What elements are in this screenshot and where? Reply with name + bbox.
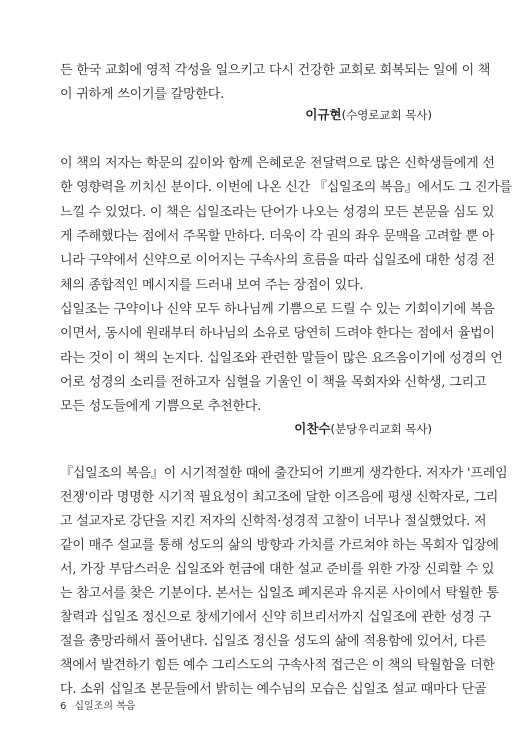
page-footer (60, 697, 136, 712)
text-line: 다. 소위 십일조 본문들에서 밝히는 예수님의 모습은 십일조 설교 때마다 단골 (60, 682, 487, 697)
text-line: 전쟁'이라 명명한 시기적 필요성이 최고조에 달한 이즈음에 평생 신학자로, 그리 (60, 490, 499, 505)
text-line: 는 참고서를 찾은 기분이다. 본서는 십일조 폐지론과 유지론 사이에서 탁월한 통 (60, 586, 499, 601)
endorser-name: 이찬수 (294, 421, 331, 436)
endorser-name: 이규현 (305, 107, 342, 122)
text-line: 한 영향력을 끼치신 분이다. 이번에 나온 신간 『십일조의 복음』에서도 그 진가를 (60, 180, 512, 195)
text-line: 게 주해했다는 점에서 주목할 만하다. 더욱이 각 권의 좌우 문맥을 고려할 뿐 아 (60, 229, 495, 244)
page-number: 6 (60, 701, 67, 712)
text-line: 절을 총망라해서 풀어낸다. 십일조 정신을 성도의 삶에 적용함에 있어서, 다른 (60, 634, 487, 649)
text-line: 느낄 수 있었다. 이 책은 십일조라는 단어가 나오는 성경의 모든 본문을 심도 있 (60, 205, 495, 220)
text-line: 체의 종합적인 메시지를 드러내 보여 주는 장점이 있다. (60, 278, 364, 293)
text-line: 서, 가장 부담스러운 십일조와 헌금에 대한 설교 준비를 위한 가장 신뢰할 수 있 (60, 562, 495, 577)
endorser-signature (294, 420, 432, 438)
text-line: 『십일조의 복음』이 시기적절한 때에 출간되어 기쁘게 생각한다. 저자가 '프레임 (60, 466, 508, 481)
text-line: 이 책의 저자는 학문의 깊이와 함께 은혜로운 전달력으로 많은 신학생들에게 선 (60, 156, 495, 171)
text-line: 니라 구약에서 신약으로 이어지는 구속사의 흐름을 따라 십일조에 대한 성경 전 (60, 253, 495, 268)
text-line: 같이 매주 설교를 통해 성도의 삶의 방향과 가치를 가르쳐야 하는 목회자 입장에 (60, 538, 499, 553)
text-line: 고 설교자로 강단을 지킨 저자의 신학적·성경적 고찰이 너무나 절실했었다. 저 (60, 514, 487, 529)
endorser-role: (분당우리교회 목사) (330, 422, 432, 436)
text-line: 든 한국 교회에 영적 각성을 일으키고 다시 건강한 교회로 회복되는 일에 이 책 (60, 63, 491, 78)
endorser-signature (305, 106, 432, 124)
text-line: 책에서 발견하기 힘든 예수 그리스도의 구속사적 접근은 이 책의 탁월함을 더한 (60, 658, 495, 673)
text-line: 어로 성경의 소리를 전하고자 심혈을 기울인 이 책을 목회자와 신학생, 그리고 (60, 375, 487, 390)
text-line: 이 귀하게 쓰이기를 갈망한다. (60, 87, 225, 102)
text-line: 라는 것이 이 책의 논지다. 십일조와 관련한 말들이 많은 요즈음이기에 성경의 언 (60, 351, 503, 366)
running-title: 십일조의 복음 (74, 701, 136, 712)
text-line: 십일조는 구약이나 신약 모두 하나님께 기쁨으로 드릴 수 있는 기회이기에 복음 (60, 302, 495, 317)
text-line: 이면서, 동시에 원래부터 하나님의 소유로 당연히 드려야 한다는 점에서 율법이 (60, 326, 495, 341)
text-line: 모든 성도들에게 기쁨으로 추천한다. (60, 399, 262, 414)
text-line: 찰력과 십일조 정신으로 창세기에서 신약 히브리서까지 십일조에 관한 성경 구 (60, 610, 491, 625)
endorser-role: (수영로교회 목사) (341, 108, 432, 122)
